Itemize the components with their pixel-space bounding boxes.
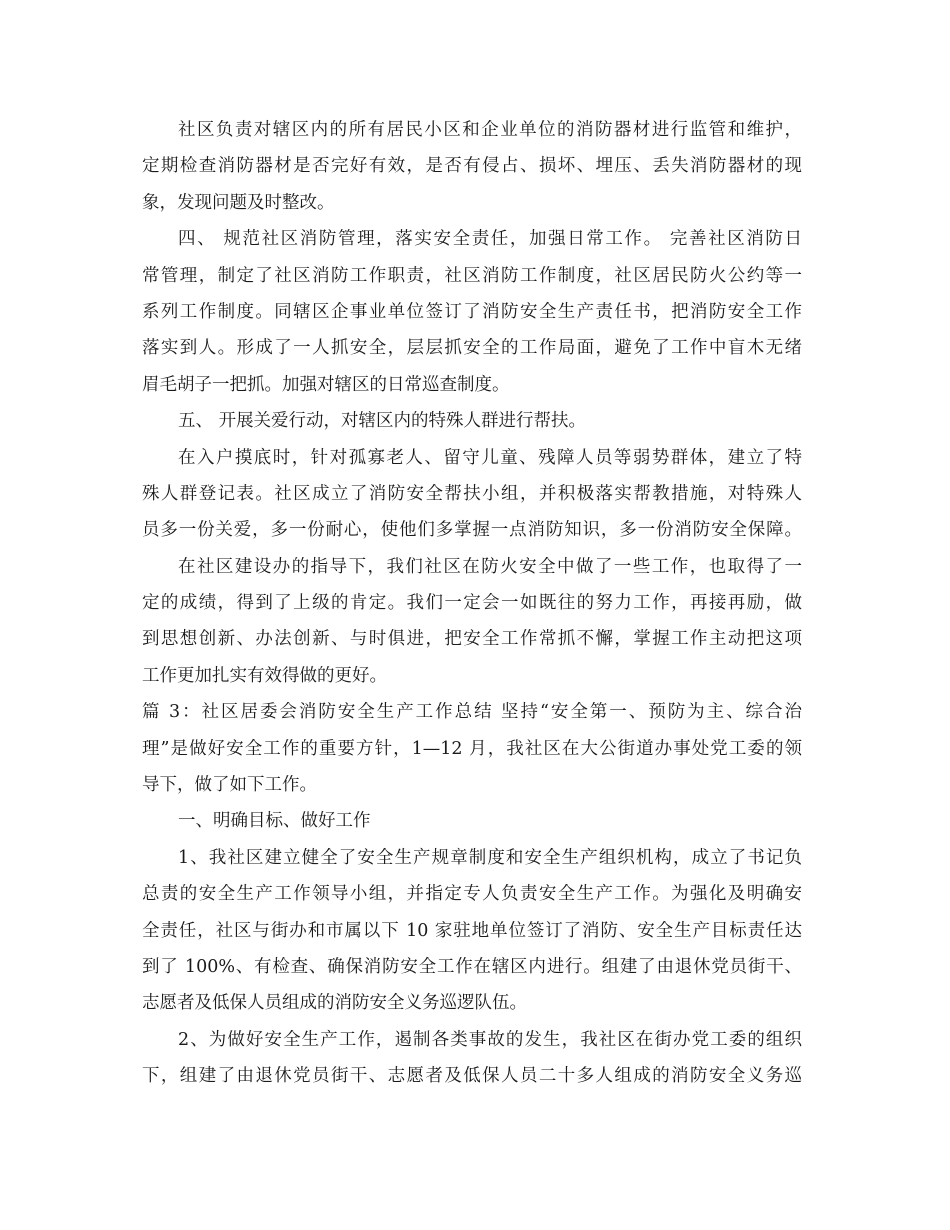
text-line: 定的成绩，得到了上级的肯定。我们一定会一如既往的努力工作，再接再励，做 [142, 593, 802, 614]
text-line: 落实到人。形成了一人抓安全，层层抓安全的工作局面，避免了工作中盲木无绪 [142, 338, 802, 359]
text-line: 社区负责对辖区内的所有居民小区和企业单位的消防器材进行监管和维护， [178, 120, 802, 140]
text-line: 篇 3：社区居委会消防安全生产工作总结 坚持“安全第一、预防为主、综合治 [142, 702, 802, 723]
text-line: 到思想创新、办法创新、与时俱进，把安全工作常抓不懈，掌握工作主动把这项 [142, 629, 802, 650]
text-line: 志愿者及低保人员组成的消防安全义务巡逻队伍。 [142, 993, 527, 1014]
text-line: 工作更加扎实有效得做的更好。 [142, 665, 387, 686]
text-line: 殊人群登记表。社区成立了消防安全帮扶小组，并积极落实帮教措施，对特殊人 [142, 483, 802, 504]
text-line: 2、为做好安全生产工作，遏制各类事故的发生，我社区在街办党工委的组织 [178, 1029, 802, 1050]
text-line: 导下，做了如下工作。 [142, 775, 317, 796]
text-line: 五、 开展关爱行动，对辖区内的特殊人群进行帮扶。 [178, 411, 587, 432]
text-line: 全责任，社区与街办和市属以下 10 家驻地单位签订了消防、安全生产目标责任达 [142, 920, 802, 941]
text-line: 在社区建设办的指导下，我们社区在防火安全中做了一些工作，也取得了一 [178, 556, 802, 577]
text-line: 员多一份关爱，多一份耐心，使他们多掌握一点消防知识，多一份消防安全保障。 [142, 520, 802, 541]
text-line: 理”是做好安全工作的重要方针，1—12 月，我社区在大公街道办事处党工委的领 [142, 738, 802, 759]
text-line: 1、我社区建立健全了安全生产规章制度和安全生产组织机构，成立了书记负 [178, 847, 802, 868]
text-line: 定期检查消防器材是否完好有效，是否有侵占、损坏、埋压、丢失消防器材的现 [142, 156, 802, 177]
text-line: 在入户摸底时，针对孤寡老人、留守儿童、残障人员等弱势群体，建立了特 [178, 447, 802, 468]
text-line: 总责的安全生产工作领导小组，并指定专人负责安全生产工作。为强化及明确安 [142, 884, 802, 905]
text-line: 下，组建了由退休党员街干、志愿者及低保人员二十多人组成的消防安全义务巡 [142, 1066, 802, 1087]
text-line: 象，发现问题及时整改。 [142, 192, 335, 213]
text-line: 到了 100%、有检查、确保消防安全工作在辖区内进行。组建了由退休党员街干、 [142, 956, 802, 977]
text-line: 眉毛胡子一把抓。加强对辖区的日常巡查制度。 [142, 374, 510, 395]
text-line: 系列工作制度。同辖区企事业单位签订了消防安全生产责任书，把消防安全工作 [142, 301, 802, 322]
text-line: 一、明确目标、做好工作 [178, 811, 371, 832]
text-line: 四、 规范社区消防管理，落实安全责任，加强日常工作。 完善社区消防日 [178, 229, 802, 250]
text-line: 常管理，制定了社区消防工作职责，社区消防工作制度，社区居民防火公约等一 [142, 265, 802, 286]
document-body [142, 112, 802, 1095]
